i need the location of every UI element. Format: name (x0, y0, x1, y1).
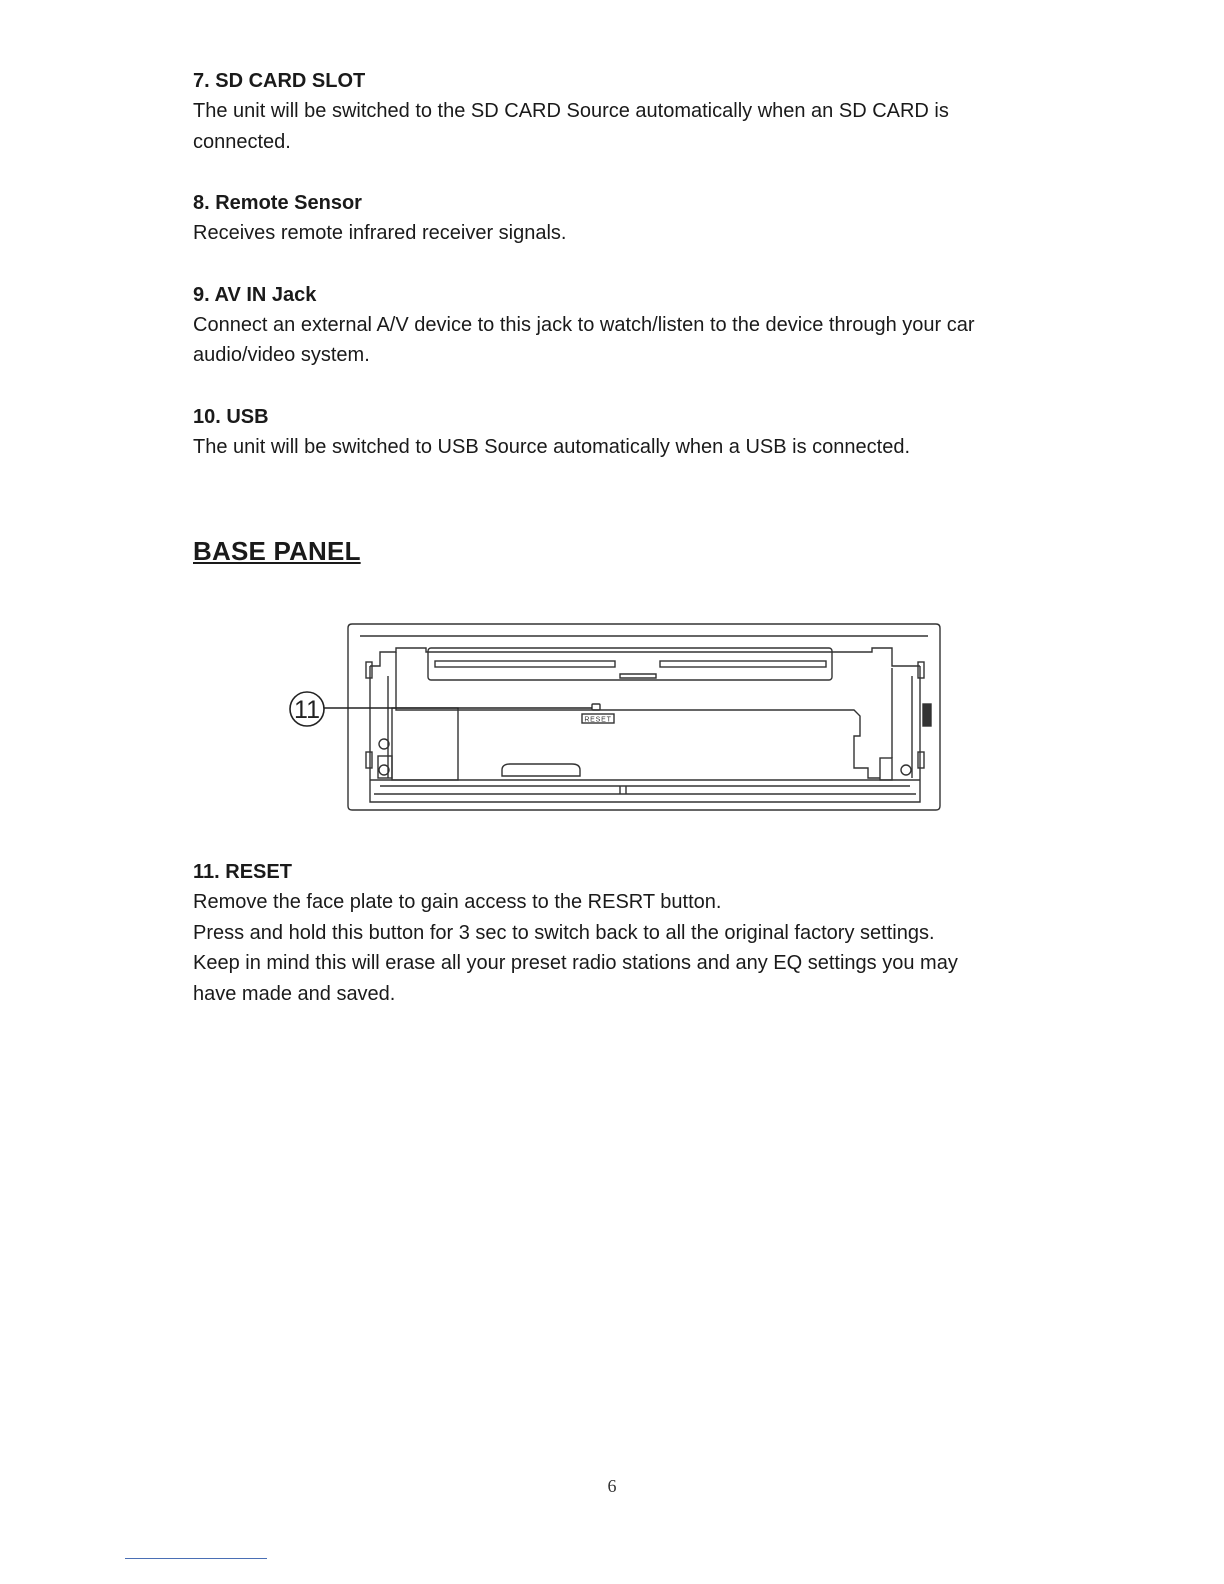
section-text-line: Connect an external A/V device to this jack to watch/listen to the device through your car (193, 313, 975, 336)
section-text-line: connected. (193, 130, 291, 153)
section-text-line: Press and hold this button for 3 sec to switch back to all the original factory settings. (193, 921, 935, 944)
section-remote-sensor (193, 188, 1053, 249)
base-panel-heading: BASE PANEL (193, 536, 361, 566)
section-title: 8. Remote Sensor (193, 192, 362, 214)
section-text-line: The unit will be switched to the SD CARD Source automatically when an SD CARD is (193, 100, 949, 122)
page-number: 6 (607, 1476, 617, 1496)
section-text-line: audio/video system. (193, 344, 370, 366)
footer-rule (125, 1558, 267, 1559)
section-av-in-jack (193, 280, 1053, 371)
reset-label: RESET (584, 716, 612, 724)
section-sd-card-slot (193, 66, 1053, 157)
section-title: 10. USB (193, 405, 269, 428)
section-text-line: Remove the face plate to gain access to the RESRT button. (193, 891, 722, 913)
main-content (193, 66, 1053, 493)
section-usb (193, 402, 1053, 463)
section-title: 11. RESET (193, 861, 292, 883)
callout-number: 11 (294, 696, 320, 724)
section-title: 9. AV IN Jack (193, 283, 317, 306)
section-title: 7. SD CARD SLOT (193, 70, 366, 92)
section-text-line: Keep in mind this will erase all your preset radio stations and any EQ settings you may (193, 952, 958, 974)
section-text-line: The unit will be switched to USB Source automatically when a USB is connected. (193, 435, 911, 458)
base-panel-diagram (280, 618, 948, 816)
section-reset (193, 857, 1053, 1009)
section-text-line: have made and saved. (193, 982, 396, 1005)
section-text-line: Receives remote infrared receiver signals. (193, 222, 567, 244)
